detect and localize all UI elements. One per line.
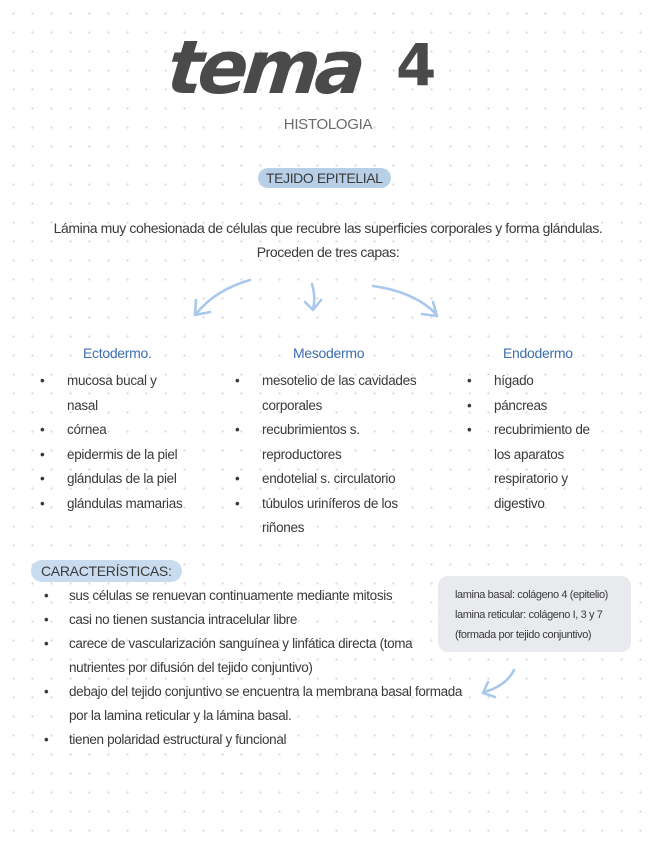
intro-line-1: Lámina muy cohesionada de células que recubre las superficies corporales y forma glándulas. <box>53 220 603 236</box>
list-item: • recubrimientos s. <box>235 418 435 443</box>
list-item-cont: respiratorio y <box>494 471 568 486</box>
list-item <box>235 394 435 419</box>
layer-heading-ectodermo: Ectodermo. <box>83 345 152 361</box>
list-item: • páncreas <box>467 394 617 419</box>
note-line-1: lamina basal: colágeno 4 (epitelio) <box>455 589 608 601</box>
note-line-3: (formada por tejido conjuntivo) <box>455 629 592 641</box>
list-item: • recubrimiento de <box>467 418 617 443</box>
list-item: • sus células se renuevan continuamente mediante mitosis <box>44 584 464 608</box>
list-item-cont: reproductores <box>262 446 342 462</box>
note-box <box>438 576 631 652</box>
list-item-cont: digestivo <box>494 495 545 511</box>
list-item: • glándulas mamarias <box>40 492 215 517</box>
list-item <box>44 704 464 728</box>
layer-list-mesodermo <box>235 369 435 541</box>
list-item: • glándulas de la piel <box>40 467 215 492</box>
list-item <box>235 516 435 541</box>
list-item: • mesotelio de las cavidades <box>235 369 435 394</box>
list-item: • tienen polaridad estructural y funcional <box>44 728 464 752</box>
list-item <box>44 656 464 680</box>
section-title-pill: TEJIDO EPITELIAL <box>258 168 391 188</box>
list-item: • carece de vascularización sanguínea y linfática directa (toma <box>44 632 464 656</box>
layer-heading-endodermo: Endodermo <box>503 345 573 361</box>
list-item-cont: los aparatos <box>494 446 564 462</box>
list-item-cont: nutrientes por difusión del tejido conjuntivo) <box>69 660 313 675</box>
layer-heading-mesodermo: Mesodermo <box>293 345 365 361</box>
note-line-2: lamina reticular: colágeno I, 3 y 7 <box>455 609 603 621</box>
list-item: • debajo del tejido conjuntivo se encuentra la membrana basal formada <box>44 680 464 704</box>
list-item <box>235 443 435 468</box>
layer-list-ectodermo <box>40 369 215 516</box>
title-number: 4 <box>396 31 437 99</box>
list-item: • hígado <box>467 369 617 394</box>
list-item: • epidermis de la piel <box>40 443 215 468</box>
list-item: • mucosa bucal y <box>40 369 215 394</box>
list-item: • endotelial s. circulatorio <box>235 467 435 492</box>
list-item-cont: por la lamina reticular y la lámina basal. <box>69 708 292 723</box>
subtitle: HISTOLOGIA <box>283 116 373 133</box>
list-item <box>467 492 617 517</box>
list-item <box>40 394 215 419</box>
characteristics-title-pill: CARACTERÍSTICAS: <box>31 560 182 582</box>
list-item-cont: riñones <box>262 520 305 535</box>
list-item: • casi no tienen sustancia intracelular libre <box>44 608 464 632</box>
arrow-right-icon <box>373 286 436 314</box>
arrow-center-icon <box>312 284 314 309</box>
list-item <box>467 443 617 468</box>
list-item-cont: nasal <box>67 397 98 413</box>
characteristics-list <box>44 584 464 752</box>
intro-line-2: Proceden de tres capas: <box>256 244 400 260</box>
list-item: • túbulos uriníferos de los <box>235 492 435 517</box>
list-item <box>467 467 617 492</box>
arrow-left-icon <box>196 280 250 314</box>
list-item-cont: corporales <box>262 397 323 413</box>
layer-list-endodermo <box>467 369 617 516</box>
list-item: • córnea <box>40 418 215 443</box>
title-word: tema <box>163 25 366 111</box>
